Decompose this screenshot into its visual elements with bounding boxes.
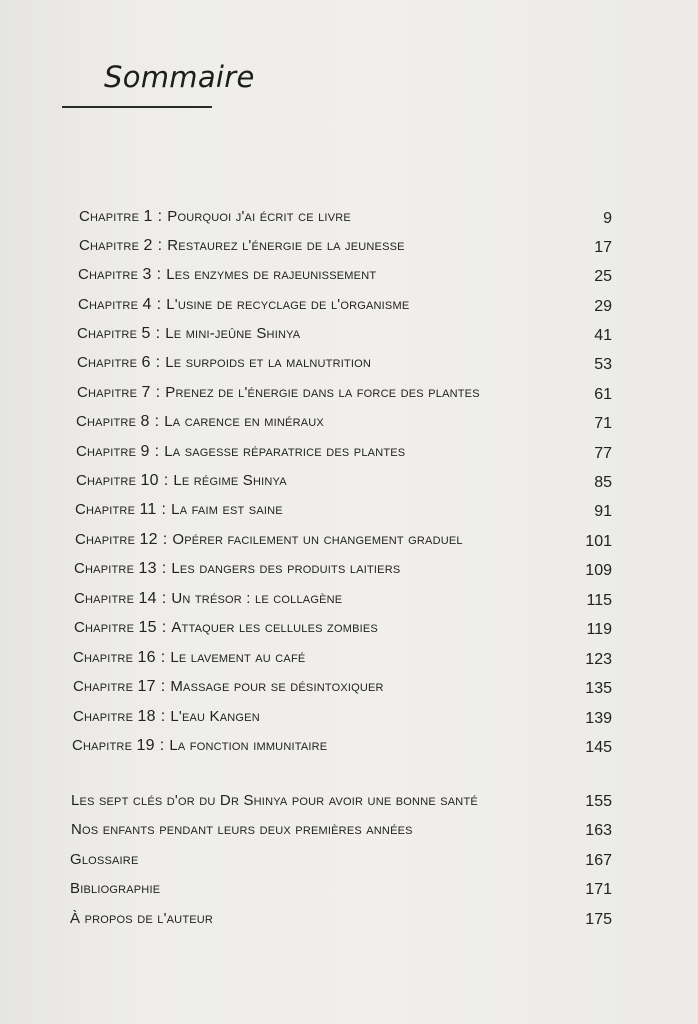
page-number: 171	[585, 881, 612, 898]
chapter-label: Chapitre	[79, 208, 140, 225]
chapter-label: Chapitre	[74, 560, 135, 577]
appendix-title: Nos enfants pendant leurs deux premières années	[71, 821, 413, 838]
page-number: 109	[585, 562, 612, 579]
toc-entry: Chapitre 13 : Les dangers des produits laitiers	[74, 560, 401, 577]
chapter-title: Le lavement au café	[170, 649, 306, 666]
chapter-number: 10	[140, 472, 159, 489]
toc-row-chapter-2[interactable]	[0, 233, 698, 257]
toc-row-chapter-4[interactable]	[0, 292, 698, 316]
page-number: 123	[585, 651, 612, 668]
toc-entry: Chapitre 10 : Le régime Shinya	[76, 472, 287, 489]
chapter-title: Massage pour se désintoxiquer	[170, 678, 384, 695]
toc-row-appendix-bibliography[interactable]	[0, 875, 698, 899]
chapter-number: 18	[137, 708, 156, 725]
toc-entry: Chapitre 16 : Le lavement au café	[73, 649, 306, 666]
chapter-number: 7	[141, 384, 151, 401]
chapter-title: Le surpoids et la malnutrition	[165, 354, 372, 371]
appendix-title: Bibliographie	[70, 880, 161, 897]
chapter-label: Chapitre	[74, 590, 135, 607]
chapter-title: Restaurez l'énergie de la jeunesse	[167, 237, 405, 254]
chapter-title: Un trésor : le collagène	[171, 590, 343, 607]
toc-entry: Chapitre 18 : L'eau Kangen	[73, 708, 260, 725]
chapter-label: Chapitre	[77, 384, 138, 401]
page-number: 29	[594, 298, 612, 315]
toc-entry: Chapitre 9 : La sagesse réparatrice des plantes	[76, 443, 406, 460]
chapter-number: 12	[139, 531, 158, 548]
page-number: 145	[585, 739, 612, 756]
chapter-title: Les dangers des produits laitiers	[171, 560, 401, 577]
toc-row-appendix-author[interactable]	[0, 905, 698, 929]
chapter-number: 4	[142, 296, 152, 313]
chapter-title: Opérer facilement un changement graduel	[172, 531, 463, 548]
chapter-label: Chapitre	[77, 354, 138, 371]
chapter-number: 15	[138, 619, 157, 636]
page-number: 85	[594, 474, 612, 491]
chapter-label: Chapitre	[72, 737, 133, 754]
toc-entry: Chapitre 8 : La carence en minéraux	[76, 413, 324, 430]
page-number: 101	[585, 533, 612, 550]
toc-row-chapter-9[interactable]	[0, 439, 698, 463]
toc-row-chapter-5[interactable]	[0, 321, 698, 345]
toc-row-chapter-1[interactable]	[0, 204, 698, 228]
page-number: 167	[585, 852, 612, 869]
toc-row-appendix-golden-keys[interactable]	[0, 787, 698, 811]
toc-entry: Chapitre 3 : Les enzymes de rajeunissement	[78, 266, 377, 283]
chapter-label: Chapitre	[75, 531, 136, 548]
chapter-title: L'eau Kangen	[170, 708, 260, 725]
toc-entry: Chapitre 7 : Prenez de l'énergie dans la force des plantes	[77, 384, 480, 401]
chapter-label: Chapitre	[73, 708, 134, 725]
chapter-number: 6	[141, 354, 151, 371]
chapter-title: La fonction immunitaire	[169, 737, 328, 754]
chapter-title: L'usine de recyclage de l'organisme	[166, 296, 410, 313]
toc-entry: Chapitre 5 : Le mini-jeûne Shinya	[77, 325, 301, 342]
toc-row-chapter-19[interactable]	[0, 733, 698, 757]
toc-entry: Chapitre 17 : Massage pour se désintoxiquer	[73, 678, 384, 695]
page-number: 163	[585, 822, 612, 839]
toc-row-chapter-18[interactable]	[0, 704, 698, 728]
chapter-title: Les enzymes de rajeunissement	[166, 266, 377, 283]
toc-row-chapter-15[interactable]	[0, 615, 698, 639]
chapter-title: Le mini-jeûne Shinya	[165, 325, 301, 342]
page-number: 115	[586, 592, 612, 609]
chapter-label: Chapitre	[79, 237, 140, 254]
toc-entry: Chapitre 4 : L'usine de recyclage de l'organisme	[78, 296, 410, 313]
page-number: 53	[594, 356, 612, 373]
chapter-number: 2	[143, 237, 153, 254]
toc-entry: Chapitre 2 : Restaurez l'énergie de la jeunesse	[79, 237, 405, 254]
toc-row-appendix-children[interactable]	[0, 816, 698, 840]
page-number: 71	[594, 415, 612, 432]
chapter-number: 14	[138, 590, 157, 607]
toc-row-appendix-glossary[interactable]	[0, 846, 698, 870]
page-number: 139	[585, 710, 612, 727]
page-number: 91	[594, 503, 612, 520]
chapter-number: 1	[143, 208, 153, 225]
chapter-number: 5	[141, 325, 151, 342]
chapter-number: 8	[140, 413, 150, 430]
page-number: 119	[586, 621, 612, 638]
chapter-number: 3	[142, 266, 152, 283]
toc-entry: Chapitre 12 : Opérer facilement un changement graduel	[75, 531, 463, 548]
appendix-title: Les sept clés d'or du Dr Shinya pour avoir une bonne santé	[71, 792, 478, 809]
chapter-label: Chapitre	[76, 443, 137, 460]
chapter-label: Chapitre	[75, 501, 136, 518]
page-number: 61	[594, 386, 612, 403]
page-number: 41	[594, 327, 612, 344]
toc-row-chapter-6[interactable]	[0, 350, 698, 374]
chapter-title: La faim est saine	[171, 501, 283, 518]
toc-entry: Chapitre 6 : Le surpoids et la malnutrition	[77, 354, 372, 371]
page-title: Sommaire	[104, 60, 255, 94]
chapter-label: Chapitre	[76, 413, 137, 430]
toc-entry: Chapitre 19 : La fonction immunitaire	[72, 737, 328, 754]
chapter-label: Chapitre	[73, 678, 134, 695]
page-number: 135	[585, 680, 612, 697]
chapter-number: 13	[138, 560, 157, 577]
page-number: 9	[603, 210, 612, 227]
page-number: 77	[594, 445, 612, 462]
chapter-label: Chapitre	[78, 266, 139, 283]
chapter-title: Le régime Shinya	[173, 472, 287, 489]
chapter-label: Chapitre	[76, 472, 137, 489]
chapter-number: 17	[137, 678, 156, 695]
appendix-title: Glossaire	[70, 851, 139, 868]
appendix-title: À propos de l'auteur	[70, 910, 214, 927]
toc-entry: Chapitre 15 : Attaquer les cellules zombies	[74, 619, 378, 636]
toc-row-chapter-13[interactable]	[0, 556, 698, 580]
chapter-number: 16	[137, 649, 156, 666]
chapter-label: Chapitre	[77, 325, 138, 342]
toc-row-chapter-11[interactable]	[0, 497, 698, 521]
chapter-title: Prenez de l'énergie dans la force des plantes	[165, 384, 480, 401]
toc-row-chapter-17[interactable]	[0, 674, 698, 698]
toc-row-chapter-10[interactable]	[0, 468, 698, 492]
page-number: 175	[585, 911, 612, 928]
chapter-title: Pourquoi j'ai écrit ce livre	[167, 208, 351, 225]
chapter-title: La sagesse réparatrice des plantes	[164, 443, 406, 460]
chapter-number: 19	[136, 737, 155, 754]
toc-row-chapter-8[interactable]	[0, 409, 698, 433]
toc-entry: Chapitre 14 : Un trésor : le collagène	[74, 590, 343, 607]
toc-entry: Chapitre 1 : Pourquoi j'ai écrit ce livre	[79, 208, 351, 225]
toc-entry: Chapitre 11 : La faim est saine	[75, 501, 283, 518]
toc-row-chapter-3[interactable]	[0, 262, 698, 286]
chapter-label: Chapitre	[74, 619, 135, 636]
page-number: 155	[585, 793, 612, 810]
toc-row-chapter-14[interactable]	[0, 586, 698, 610]
chapter-title: La carence en minéraux	[164, 413, 324, 430]
chapter-label: Chapitre	[78, 296, 139, 313]
chapter-title: Attaquer les cellules zombies	[171, 619, 378, 636]
chapter-label: Chapitre	[73, 649, 134, 666]
chapter-number: 9	[140, 443, 150, 460]
toc-row-chapter-16[interactable]	[0, 645, 698, 669]
page-number: 25	[594, 268, 612, 285]
toc-row-chapter-7[interactable]	[0, 380, 698, 404]
page-number: 17	[594, 239, 612, 256]
chapter-number: 11	[139, 501, 157, 518]
toc-row-chapter-12[interactable]	[0, 527, 698, 551]
